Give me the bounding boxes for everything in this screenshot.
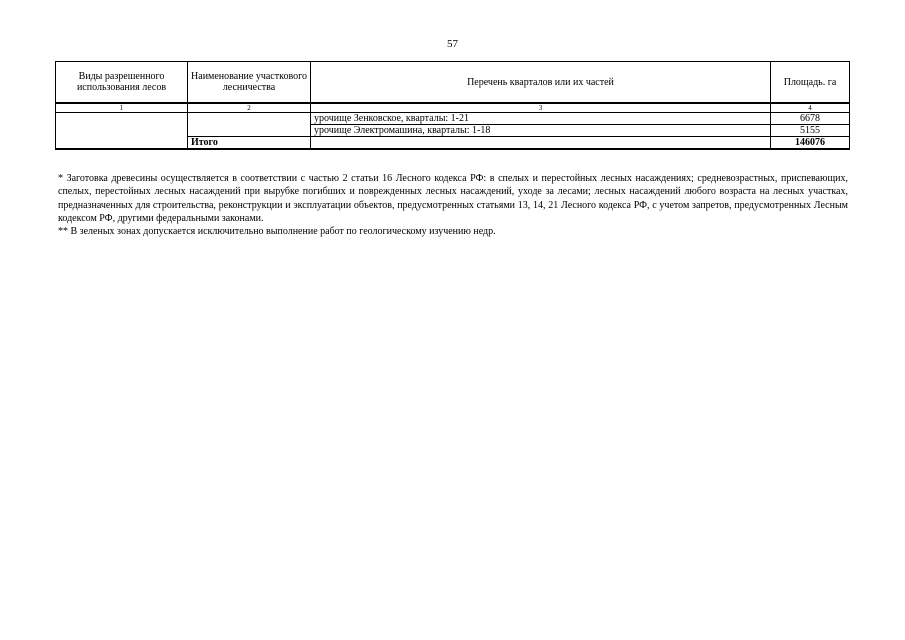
column-number-row <box>56 103 850 113</box>
column-number: 3 <box>311 103 771 113</box>
header-quarters: Перечень кварталов или их частей <box>311 62 771 104</box>
footnotes <box>58 172 848 238</box>
column-number: 1 <box>56 103 188 113</box>
table-header-row <box>56 62 850 104</box>
footnote-2: ** В зеленых зонах допускается исключительно выполнение работ по геологическому изучению недр. <box>58 226 496 238</box>
quarters-cell: урочище Электромашина, кварталы: 1-18 <box>311 125 771 137</box>
forest-use-table <box>55 61 850 150</box>
total-label: Итого <box>188 137 311 150</box>
area-cell: 5155 <box>771 125 850 137</box>
header-forestry: Наименование участкового лесничества <box>188 62 311 104</box>
forestry-cell <box>188 113 311 137</box>
footnote-1: * Заготовка древесины осуществляется в соответствии с частью 2 статьи 16 Лесного кодекса РФ: в спелых и перестойных лесных насаждениях; средневозрастных, приспевающих, спелых, перестойных лесных насаждений при вырубке погибших и поврежденных лесных насаждений, уходе за лесами; лесных насаждений любого возраста на лесных участках, предназначенных для строительства, реконструкции и эксплуатации объектов, предусмотренных статьями 13, 14, 21 Лесного кодекса РФ, с учетом запретов, предусмотренных Лесным кодексом РФ, другими федеральными законами. <box>58 173 848 224</box>
column-number: 2 <box>188 103 311 113</box>
total-quarters-cell <box>311 137 771 150</box>
use-type-cell <box>56 113 188 150</box>
total-area: 146076 <box>771 137 850 150</box>
header-use-type: Виды разрешенного использования лесов <box>56 62 188 104</box>
header-area: Площадь. га <box>771 62 850 104</box>
table-row <box>56 113 850 125</box>
page-number: 57 <box>447 38 458 50</box>
area-cell: 6678 <box>771 113 850 125</box>
quarters-cell: урочище Зенковское, кварталы: 1-21 <box>311 113 771 125</box>
column-number: 4 <box>771 103 850 113</box>
